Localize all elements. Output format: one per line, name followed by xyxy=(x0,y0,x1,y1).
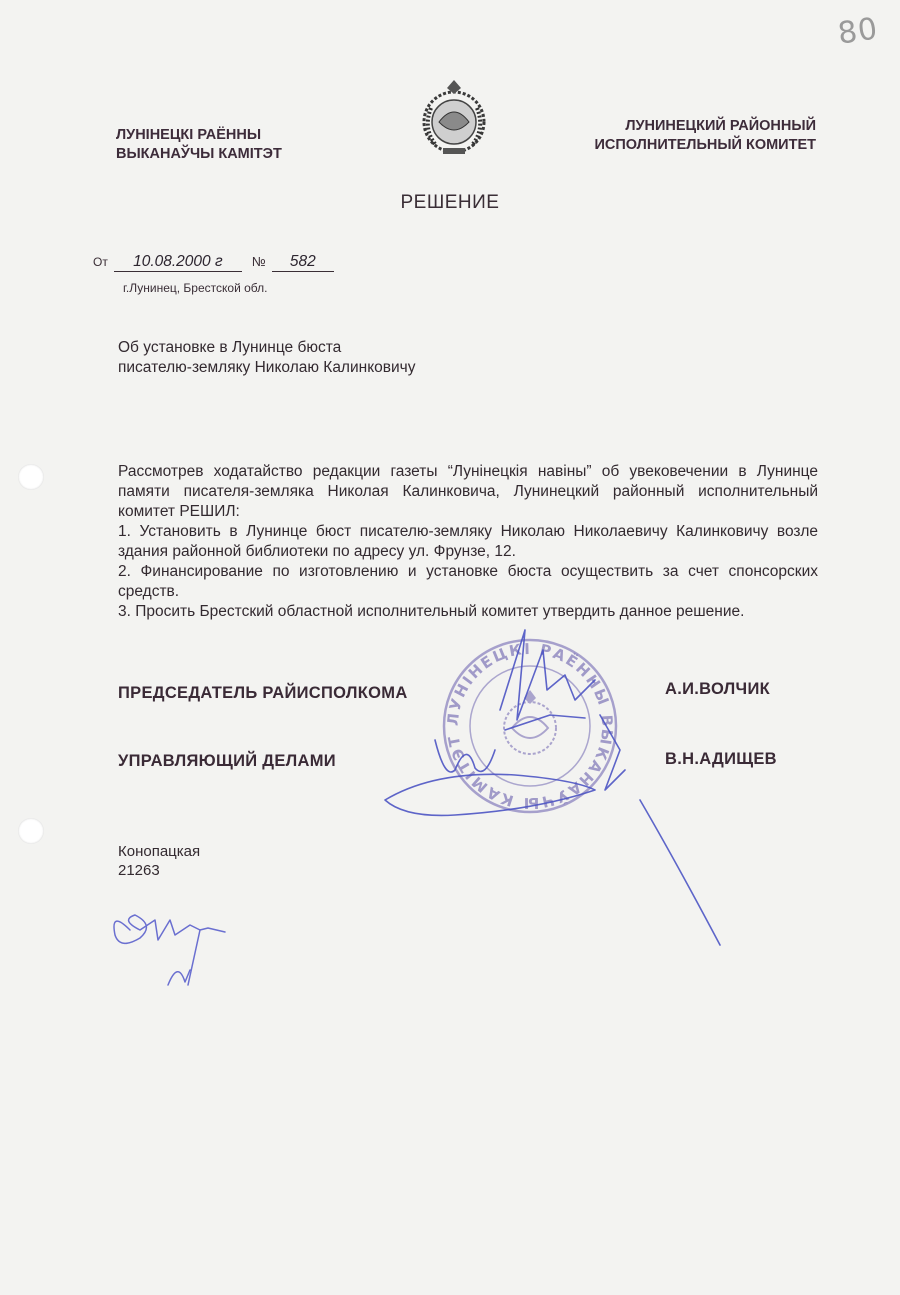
decision-date: 10.08.2000 г xyxy=(114,253,242,272)
punch-hole-top xyxy=(18,464,44,490)
subject-line1: Об установке в Лунинце бюста xyxy=(118,339,342,356)
date-number-line xyxy=(93,253,334,272)
header-right-line1: ЛУНИНЕЦКИЙ РАЙОННЫЙ xyxy=(625,118,816,134)
header-right-line2: ИСПОЛНИТЕЛЬНЫЙ КОМИТЕТ xyxy=(594,137,816,153)
body-intro: Рассмотрев ходатайство редакции газеты “Лунінецкія навіны” об увековечении в Лунинце памяти писателя-земляка Николая Калинковича, Лунинецкий районный исполнительный комитет РЕШИЛ: xyxy=(118,463,818,520)
archive-page-number: 80 xyxy=(835,11,881,52)
stamp-text: ЛУНІНЕЦКІ РАЁННЫ ВЫКАНАЎЧЫ КАМІТЭТ xyxy=(443,639,617,813)
body-item-1: 1. Установить в Лунинце бюст писателю-земляку Николаю Николаевичу Калинковичу возле здания районной библиотеки по адресу ул. Фрунзе, 12. xyxy=(118,523,818,560)
executor-name: Конопацкая xyxy=(118,843,201,860)
number-label: № xyxy=(251,254,266,269)
body-item-3: 3. Просить Брестский областной исполнительный комитет утвердить данное решение. xyxy=(118,603,745,620)
body-item-2: 2. Финансирование по изготовлению и установке бюста осуществить за счет спонсорских средств. xyxy=(118,563,818,600)
decision-body xyxy=(118,462,818,622)
executor-phone: 21263 xyxy=(118,862,160,879)
chairman-title: ПРЕДСЕДАТЕЛЬ РАЙИСПОЛКОМА xyxy=(118,684,408,702)
handwritten-signatures xyxy=(375,620,735,950)
chairman-name: А.И.ВОЛЧИК xyxy=(665,680,770,698)
decision-number: 582 xyxy=(272,253,334,272)
header-left-line2: ВЫКАНАЎЧЫ КАМІТЭТ xyxy=(116,146,282,162)
header-belarusian xyxy=(116,126,282,164)
subject-line2: писателю-земляку Николаю Калинковичу xyxy=(118,359,416,376)
manager-name: В.Н.АДИЩЕВ xyxy=(665,750,777,768)
executor-info xyxy=(118,842,200,880)
header-left-line1: ЛУНІНЕЦКІ РАЁННЫ xyxy=(116,127,262,143)
place-of-issue: г.Лунинец, Брестской обл. xyxy=(123,281,268,295)
header-russian xyxy=(594,117,816,155)
state-emblem-icon xyxy=(413,78,495,160)
manager-title: УПРАВЛЯЮЩИЙ ДЕЛАМИ xyxy=(118,752,336,770)
from-label: От xyxy=(93,255,108,269)
punch-hole-bottom xyxy=(18,818,44,844)
executor-signature xyxy=(100,890,240,1000)
decision-subject xyxy=(118,338,416,378)
document-title: РЕШЕНИЕ xyxy=(400,192,500,213)
